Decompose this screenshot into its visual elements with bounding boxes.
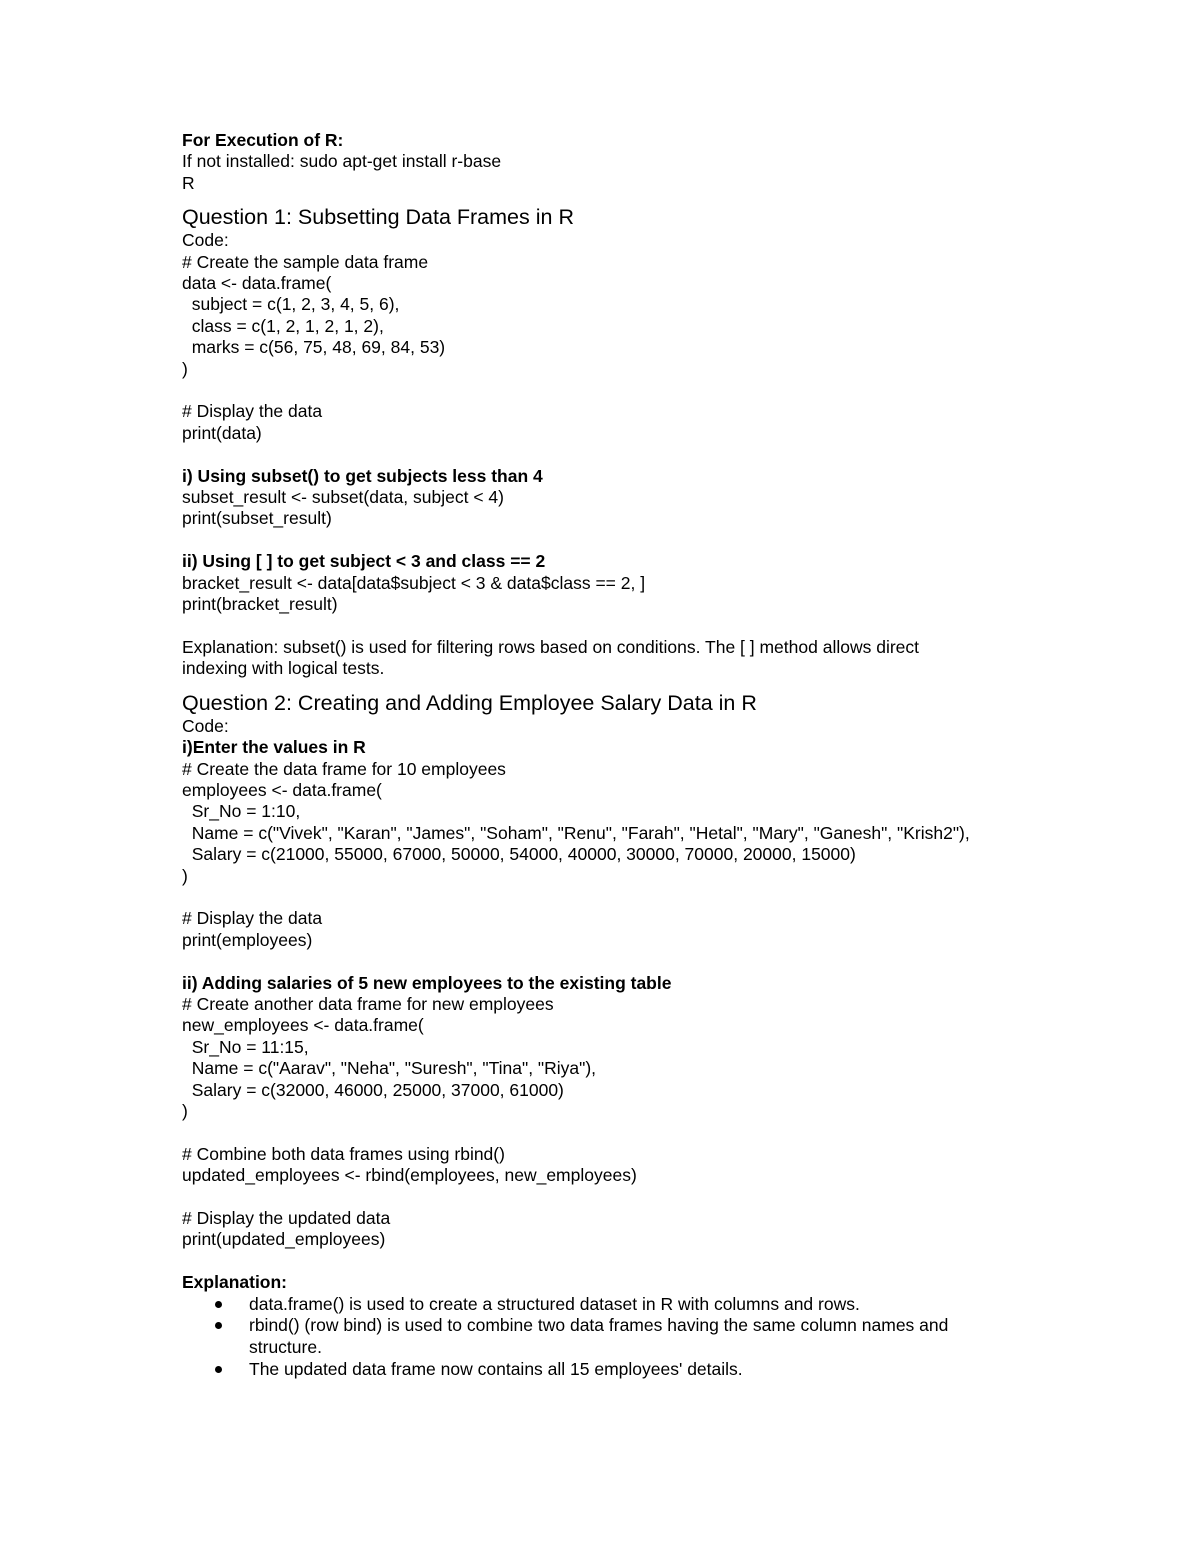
code-line: new_employees <- data.frame( [182, 1015, 424, 1036]
code-line: print(subset_result) [182, 508, 332, 529]
code-line: # Create the sample data frame [182, 251, 429, 272]
bullet-icon [215, 1322, 222, 1329]
list-item [182, 1315, 1009, 1359]
q2-code-label: Code: [182, 715, 229, 736]
code-line: Name = c("Vivek", "Karan", "James", "Soham", "Renu", "Farah", "Hetal", "Mary", "Ganesh", "Krish2"), [182, 822, 970, 843]
code-line: bracket_result <- data[data$subject < 3 & data$class == 2, ] [182, 572, 646, 593]
execution-run-line: R [182, 172, 195, 193]
code-line: data <- data.frame( [182, 273, 332, 294]
q2-combine-code [182, 1144, 1082, 1187]
q2-part2-code [182, 994, 1082, 1122]
document-page [182, 130, 1082, 1381]
q1-display-code [182, 401, 1082, 444]
list-item-text: data.frame() is used to create a structured dataset in R with columns and rows. [249, 1293, 860, 1314]
q2-explanation-heading: Explanation: [182, 1272, 288, 1293]
q2-part1-display-code [182, 908, 1082, 951]
code-line: updated_employees <- rbind(employees, new_employees) [182, 1165, 637, 1186]
q2-part2-heading: ii) Adding salaries of 5 new employees to the existing table [182, 972, 672, 993]
execution-install-line: If not installed: sudo apt-get install r-base [182, 151, 502, 172]
q1-code-label: Code: [182, 230, 229, 251]
code-line: subset_result <- subset(data, subject < 4) [182, 487, 504, 508]
code-line: # Display the data [182, 908, 323, 929]
q1-explanation: Explanation: subset() is used for filtering rows based on conditions. The [ ] method allows direct indexing with logical tests. [182, 636, 919, 679]
code-line: ) [182, 358, 188, 379]
bullet-icon [215, 1366, 222, 1373]
code-line: employees <- data.frame( [182, 779, 382, 800]
code-line: print(updated_employees) [182, 1229, 386, 1250]
q1-title: Question 1: Subsetting Data Frames in R [182, 205, 574, 230]
list-item-text: The updated data frame now contains all 15 employees' details. [249, 1358, 743, 1379]
code-line: # Display the updated data [182, 1207, 391, 1228]
code-line: ) [182, 865, 188, 886]
code-line: Sr_No = 11:15, [182, 1036, 309, 1057]
q1-part1-heading: i) Using subset() to get subjects less than 4 [182, 465, 543, 486]
code-line: # Create the data frame for 10 employees [182, 758, 506, 779]
list-item-text: rbind() (row bind) is used to combine two data frames having the same column names and structure. [249, 1315, 949, 1358]
code-line: # Create another data frame for new employees [182, 993, 554, 1014]
code-line: # Combine both data frames using rbind() [182, 1143, 505, 1164]
q2-part1-heading: i)Enter the values in R [182, 737, 366, 758]
code-line: print(bracket_result) [182, 594, 338, 615]
code-line: subject = c(1, 2, 3, 4, 5, 6), [182, 294, 400, 315]
q2-title: Question 2: Creating and Adding Employee Salary Data in R [182, 690, 757, 715]
code-line: print(data) [182, 422, 262, 443]
code-line: ) [182, 1100, 188, 1121]
code-line: class = c(1, 2, 1, 2, 1, 2), [182, 315, 384, 336]
code-line: print(employees) [182, 929, 313, 950]
code-line: Name = c("Aarav", "Neha", "Suresh", "Tina", "Riya"), [182, 1058, 597, 1079]
execution-heading: For Execution of R: [182, 130, 344, 150]
code-line: marks = c(56, 75, 48, 69, 84, 53) [182, 337, 446, 358]
code-line: # Display the data [182, 401, 323, 422]
list-item [182, 1359, 1009, 1381]
q2-explanation-list [182, 1294, 1082, 1381]
code-line: Salary = c(32000, 46000, 25000, 37000, 61000) [182, 1079, 564, 1100]
q2-display-updated-code [182, 1208, 1082, 1251]
bullet-icon [215, 1301, 222, 1308]
q2-part1-code [182, 759, 1082, 887]
list-item [182, 1294, 1009, 1316]
q1-setup-code [182, 252, 1082, 380]
code-line: Sr_No = 1:10, [182, 801, 301, 822]
q1-part2-heading: ii) Using [ ] to get subject < 3 and class == 2 [182, 551, 546, 572]
code-line: Salary = c(21000, 55000, 67000, 50000, 54000, 40000, 30000, 70000, 20000, 15000) [182, 844, 856, 865]
